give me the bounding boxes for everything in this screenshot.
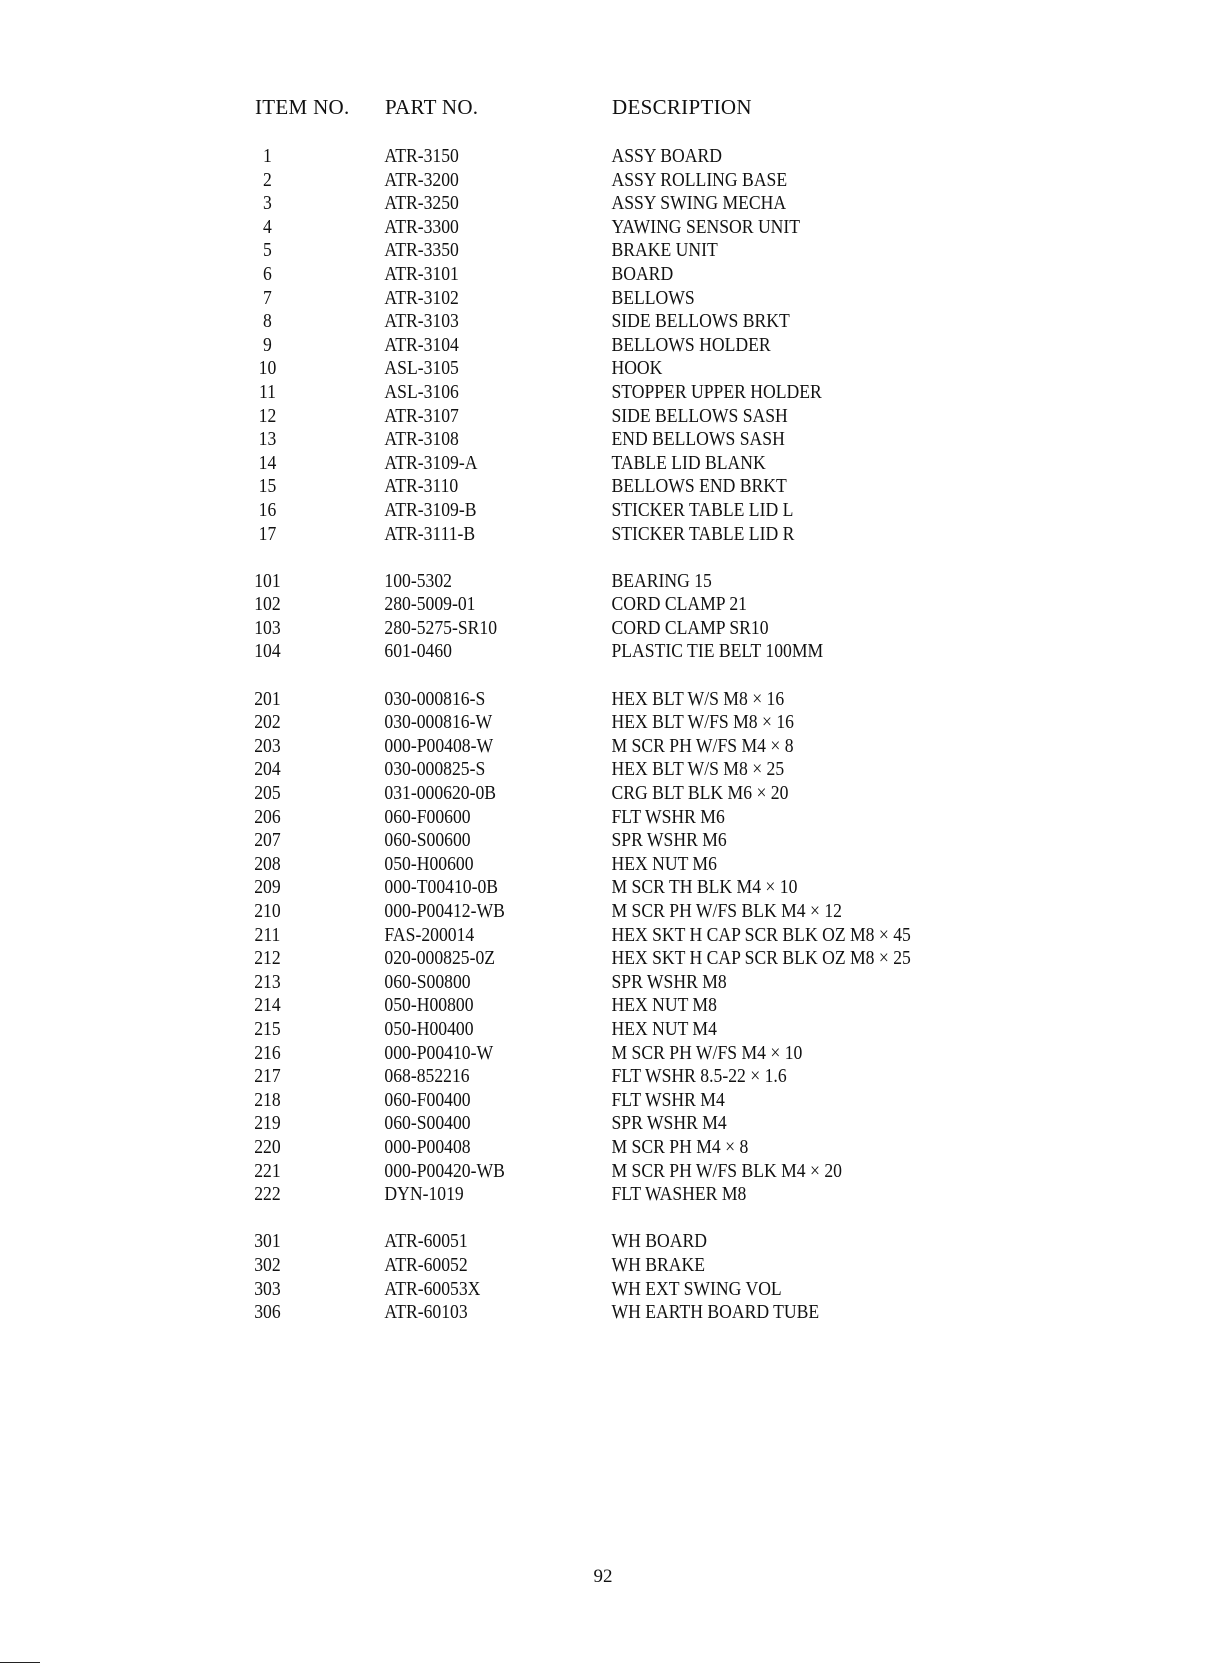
table-row [0,1089,1206,1113]
part-no-cell: 000-P00408-W [384,734,494,757]
part-no-cell: ATR-3200 [384,168,459,191]
description-cell: FLT WASHER M8 [611,1183,747,1206]
parts-group [0,145,1206,546]
scan-edge-mark [0,1662,40,1663]
description-cell: BRAKE UNIT [611,239,718,262]
item-no-cell: 219 [254,1112,281,1135]
table-row [0,570,1206,594]
description-cell: CRG BLT BLK M6 × 20 [611,782,789,805]
table-row [0,900,1206,924]
description-cell: SIDE BELLOWS SASH [611,404,788,427]
part-no-cell: 100-5302 [384,569,452,592]
part-no-cell: ASL-3105 [384,357,459,380]
part-no-cell: 050-H00600 [384,852,474,875]
table-row [0,1018,1206,1042]
item-no-cell: 103 [254,616,281,639]
part-no-cell: ATR-3102 [384,286,459,309]
part-no-cell: ATR-3109-B [384,498,477,521]
description-cell: M SCR PH W/FS BLK M4 × 12 [611,900,843,922]
part-no-cell: 030-000816-W [384,711,493,734]
item-no-cell: 215 [254,1017,281,1040]
item-no-cell: 306 [254,1301,281,1324]
description-cell: BELLOWS END BRKT [611,475,787,498]
table-row [0,758,1206,782]
part-no-cell: 060-F00600 [384,805,471,828]
item-no-cell: 16 [258,498,277,521]
description-cell: WH EXT SWING VOL [611,1277,782,1300]
part-no-cell: ATR-3101 [384,262,459,285]
item-no-cell: 104 [254,640,281,663]
table-row [0,452,1206,476]
description-cell: BELLOWS [611,286,695,309]
item-no-cell: 217 [254,1065,281,1088]
description-cell: PLASTIC TIE BELT 100MM [611,640,824,663]
table-row [0,1160,1206,1184]
item-no-cell: 3 [263,192,272,215]
table-row [0,1042,1206,1066]
table-row [0,1065,1206,1089]
table-row [0,994,1206,1018]
parts-group [0,1230,1206,1324]
table-row [0,192,1206,216]
part-no-cell: ATR-60052 [384,1253,468,1276]
table-row [0,876,1206,900]
item-no-cell: 204 [254,758,281,781]
parts-group [0,570,1206,664]
description-cell: STICKER TABLE LID R [611,522,795,545]
parts-table-body [0,145,1206,1348]
item-no-cell: 8 [263,310,272,333]
description-cell: M SCR PH W/FS M4 × 10 [611,1041,803,1064]
part-no-cell: ATR-60103 [384,1301,468,1324]
description-cell: WH EARTH BOARD TUBE [611,1301,820,1324]
table-row [0,499,1206,523]
description-cell: HEX BLT W/S M8 × 25 [611,758,785,781]
part-no-cell: 000-P00408 [384,1135,471,1158]
page-number: 92 [593,1566,613,1587]
table-row [0,287,1206,311]
item-no-cell: 208 [254,852,281,875]
item-no-cell: 209 [254,876,281,899]
item-no-cell: 9 [263,333,272,356]
part-no-cell: ATR-3150 [384,145,459,167]
item-no-cell: 207 [254,829,281,852]
table-row [0,735,1206,759]
parts-group [0,688,1206,1207]
part-no-cell: 000-P00420-WB [384,1159,505,1182]
description-cell: HOOK [611,357,663,380]
table-row [0,593,1206,617]
item-no-cell: 216 [254,1041,281,1064]
part-no-cell: ATR-3300 [384,215,459,238]
item-no-cell: 7 [263,286,272,309]
item-no-cell: 213 [254,970,281,993]
part-no-cell: ATR-3109-A [384,451,478,474]
part-no-cell: 060-S00600 [384,829,471,852]
item-no-cell: 102 [254,593,281,616]
table-row [0,617,1206,641]
part-no-cell: 280-5275-SR10 [384,616,498,639]
description-header: DESCRIPTION [612,95,752,119]
description-cell: M SCR PH W/FS M4 × 8 [611,734,794,757]
item-no-cell: 6 [263,262,272,285]
table-row [0,1136,1206,1160]
table-row [0,1254,1206,1278]
item-no-cell: 5 [263,239,272,262]
description-cell: BOARD [611,262,674,285]
description-cell: SPR WSHR M8 [611,970,727,993]
table-row [0,924,1206,948]
item-no-cell: 2 [263,168,272,191]
table-row [0,1183,1206,1207]
description-cell: CORD CLAMP 21 [611,593,747,616]
table-row [0,1230,1206,1254]
part-no-cell: 050-H00800 [384,994,474,1017]
part-no-cell: FAS-200014 [384,923,475,946]
part-no-header: PART NO. [385,95,479,119]
table-row [0,1112,1206,1136]
description-cell: WH BOARD [611,1230,707,1253]
table-row [0,357,1206,381]
item-no-cell: 302 [254,1253,281,1276]
item-no-cell: 101 [254,569,281,592]
description-cell: HEX NUT M4 [611,1017,717,1040]
description-cell: HEX NUT M6 [611,852,717,875]
part-no-cell: 031-000620-0B [384,782,497,805]
table-row [0,829,1206,853]
item-no-header: ITEM NO. [255,95,350,119]
part-no-cell: 280-5009-01 [384,593,476,616]
table-row [0,475,1206,499]
part-no-cell: 050-H00400 [384,1017,474,1040]
description-cell: HEX NUT M8 [611,994,717,1017]
part-no-cell: ATR-3250 [384,192,459,215]
part-no-cell: ATR-3111-B [384,522,476,545]
table-row [0,640,1206,664]
table-row [0,947,1206,971]
description-cell: SPR WSHR M4 [611,1112,727,1135]
table-row [0,782,1206,806]
table-row [0,334,1206,358]
part-no-cell: ATR-60053X [384,1277,481,1300]
description-cell: HEX SKT H CAP SCR BLK OZ M8 × 25 [611,947,911,970]
table-row [0,310,1206,334]
description-cell: M SCR PH W/FS BLK M4 × 20 [611,1159,843,1182]
description-cell: M SCR TH BLK M4 × 10 [611,876,798,899]
description-cell: HEX BLT W/FS M8 × 16 [611,711,794,734]
description-cell: WH BRAKE [611,1253,705,1276]
item-no-cell: 17 [258,522,277,545]
description-cell: TABLE LID BLANK [611,451,766,474]
description-cell: HEX BLT W/S M8 × 16 [611,687,785,710]
item-no-cell: 12 [258,404,277,427]
part-no-cell: ATR-3107 [384,404,459,427]
item-no-cell: 205 [254,782,281,805]
part-no-cell: 601-0460 [384,640,452,663]
item-no-cell: 303 [254,1277,281,1300]
part-no-cell: 060-F00400 [384,1088,471,1111]
item-no-cell: 222 [254,1183,281,1206]
item-no-cell: 210 [254,900,281,922]
description-cell: M SCR PH M4 × 8 [611,1135,749,1158]
part-no-cell: DYN-1019 [384,1183,464,1206]
table-row [0,523,1206,547]
part-no-cell: ATR-3110 [384,475,459,498]
item-no-cell: 11 [258,380,276,403]
part-no-cell: 020-000825-0Z [384,947,496,970]
table-row [0,1301,1206,1325]
part-no-cell: 030-000825-S [384,758,486,781]
item-no-cell: 211 [254,923,281,946]
item-no-cell: 10 [258,357,277,380]
table-row [0,216,1206,240]
item-no-cell: 15 [258,475,277,498]
part-no-cell: 068-852216 [384,1065,470,1088]
item-no-cell: 203 [254,734,281,757]
description-cell: END BELLOWS SASH [611,428,785,451]
description-cell: FLT WSHR M6 [611,805,725,828]
part-no-cell: ATR-3103 [384,310,459,333]
item-no-cell: 221 [254,1159,281,1182]
part-no-cell: ATR-60051 [384,1230,468,1253]
table-row [0,239,1206,263]
part-no-cell: 030-000816-S [384,687,486,710]
item-no-cell: 206 [254,805,281,828]
part-no-cell: 000-P00410-W [384,1041,494,1064]
part-no-cell: ATR-3104 [384,333,459,356]
item-no-cell: 201 [254,687,281,710]
part-no-cell: ATR-3108 [384,428,459,451]
description-cell: ASSY ROLLING BASE [611,168,788,191]
description-cell: BEARING 15 [611,569,712,592]
table-row [0,688,1206,712]
table-row [0,428,1206,452]
item-no-cell: 14 [258,451,277,474]
table-row [0,806,1206,830]
part-no-cell: 000-T00410-0B [384,876,499,899]
description-cell: SPR WSHR M6 [611,829,727,852]
table-header [0,95,1206,123]
description-cell: BELLOWS HOLDER [611,333,771,356]
description-cell: HEX SKT H CAP SCR BLK OZ M8 × 45 [611,923,911,946]
description-cell: STICKER TABLE LID L [611,498,794,521]
description-cell: SIDE BELLOWS BRKT [611,310,790,333]
item-no-cell: 301 [254,1230,281,1253]
table-row [0,405,1206,429]
item-no-cell: 202 [254,711,281,734]
description-cell: FLT WSHR 8.5-22 × 1.6 [611,1065,787,1088]
table-row [0,263,1206,287]
part-no-cell: 060-S00800 [384,970,471,993]
table-row [0,1278,1206,1302]
item-no-cell: 220 [254,1135,281,1158]
item-no-cell: 13 [258,428,277,451]
table-row [0,853,1206,877]
item-no-cell: 214 [254,994,281,1017]
part-no-cell: 000-P00412-WB [384,900,505,922]
table-row [0,381,1206,405]
table-row [0,971,1206,995]
description-cell: CORD CLAMP SR10 [611,616,769,639]
item-no-cell: 212 [254,947,281,970]
description-cell: STOPPER UPPER HOLDER [611,380,822,403]
item-no-cell: 218 [254,1088,281,1111]
part-no-cell: ATR-3350 [384,239,459,262]
description-cell: ASSY BOARD [611,145,723,167]
description-cell: ASSY SWING MECHA [611,192,787,215]
table-row [0,711,1206,735]
description-cell: FLT WSHR M4 [611,1088,725,1111]
description-cell: YAWING SENSOR UNIT [611,215,801,238]
table-row [0,145,1206,169]
item-no-cell: 1 [263,145,272,167]
part-no-cell: 060-S00400 [384,1112,471,1135]
part-no-cell: ASL-3106 [384,380,459,403]
table-row [0,169,1206,193]
item-no-cell: 4 [263,215,272,238]
